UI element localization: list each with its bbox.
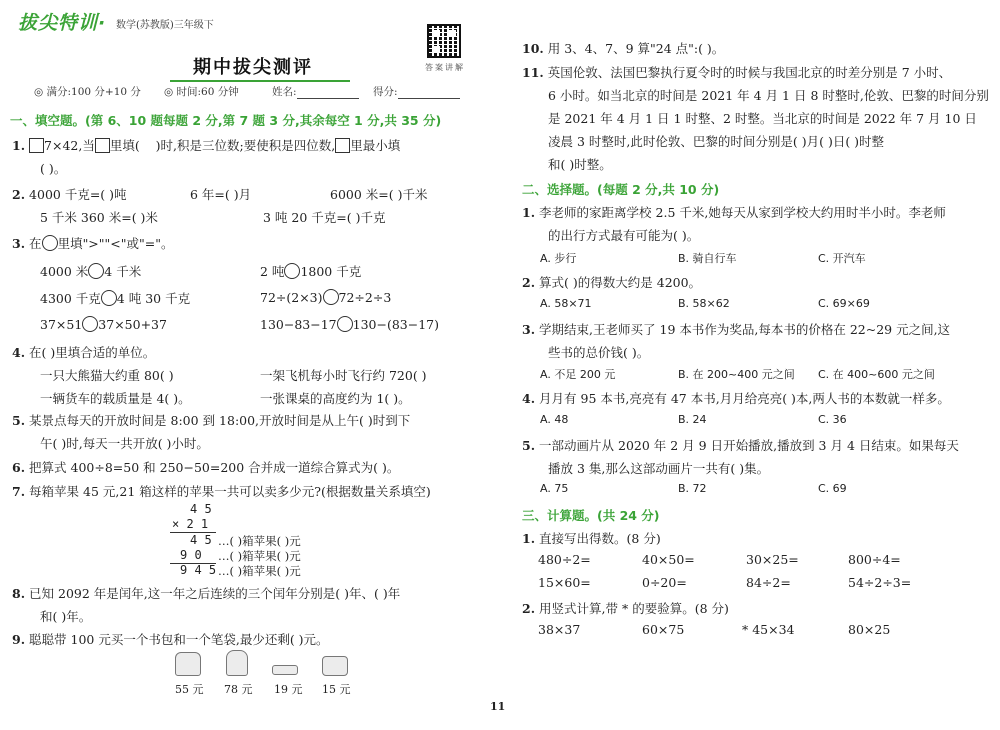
q5-line1: 5. 某景点每天的开放时间是 8:00 到 18:00,开放时间是从上午( )时到下 <box>12 413 411 428</box>
s3-calc-r2-4: 54÷2÷3= <box>848 575 912 590</box>
backpack-icon <box>175 652 201 676</box>
q10-line: 10. 用 3、4、7、9 算"24 点":( )。 <box>522 41 725 56</box>
s3-calc-r2-1: 15×60= <box>538 575 591 590</box>
time-limit: ◎ 时间:60 分钟 <box>164 86 239 98</box>
compare-circle <box>42 235 58 251</box>
q7-v2: × 2 1 <box>172 517 209 531</box>
qr-code-icon[interactable] <box>427 24 461 58</box>
q7-line: 7. 每箱苹果 45 元,21 箱这样的苹果一共可以卖多少元?(根据数量关系填空) <box>12 484 431 499</box>
s2-q1-opt-a[interactable]: A. 步行 <box>540 252 577 265</box>
compare-circle[interactable] <box>337 316 353 332</box>
s2-q2-line1: 2. 算式( )的得数大约是 4200。 <box>522 275 702 290</box>
title-underline <box>170 80 350 82</box>
s3-calc-r1-4: 800÷4= <box>848 552 901 567</box>
blank-box[interactable] <box>29 138 44 153</box>
s3-q1-line: 1. 直接写出得数。(8 分) <box>522 531 661 546</box>
q9-price-2: 78 元 <box>224 683 253 696</box>
s3-calc-r1-1: 480÷2= <box>538 552 591 567</box>
s2-q5-line1: 5. 一部动画片从 2020 年 2 月 9 日开始播放,播放到 3 月 4 日结束。如果每天 <box>522 438 959 453</box>
s2-q1-line1: 1. 李老师的家距离学校 2.5 千米,她每天从家到学校大约用时半小时。李老师 <box>522 205 946 220</box>
score-field[interactable]: 得分: <box>373 84 460 99</box>
school-bag-icon <box>226 650 248 676</box>
page-title: 期中拔尖测评 <box>193 57 313 78</box>
q6-line: 6. 把算式 400÷8=50 和 250−50=200 合并成一道综合算式为( )。 <box>12 460 400 475</box>
q7-f4: …( )箱苹果( )元 <box>218 549 301 563</box>
q4-intro: 4. 在( )里填合适的单位。 <box>12 345 156 360</box>
q9-price-3: 19 元 <box>274 683 303 696</box>
q7-v1: 4 5 <box>190 502 212 516</box>
page-number: 11 <box>490 700 506 713</box>
q7-f3: …( )箱苹果( )元 <box>218 534 301 548</box>
q4-b: 一架飞机每小时飞行约 720( ) <box>260 368 427 383</box>
q2-item-d: 5 千米 360 米=( )米 <box>40 210 158 225</box>
q5-line2: 午( )时,每天一共开放( )小时。 <box>40 436 209 451</box>
q11-line4: 凌晨 3 时整时,此时伦敦、巴黎的时间分别是( )月( )日( )时整 <box>548 134 885 149</box>
s2-q4-opt-a[interactable]: A. 48 <box>540 413 569 426</box>
s2-q3-line1: 3. 学期结束,王老师买了 19 本书作为奖品,每本书的价格在 22~29 元之间,这 <box>522 322 951 337</box>
q1-line2: ( )。 <box>40 161 67 176</box>
compare-circle[interactable] <box>101 290 117 306</box>
s2-q5-opt-c[interactable]: C. 69 <box>818 482 847 495</box>
brand-logo: 拔尖特训· <box>18 12 107 34</box>
blank-box[interactable] <box>95 138 110 153</box>
s2-q5-opt-b[interactable]: B. 72 <box>678 482 707 495</box>
s2-q3-opt-b[interactable]: B. 在 200~400 元之间 <box>678 368 795 381</box>
blank-box[interactable] <box>335 138 350 153</box>
q1-line1: 1. 7×42,当 里填( )时,积是三位数;要使积是四位数, 里最小填 <box>12 138 401 153</box>
q9-price-1: 55 元 <box>175 683 204 696</box>
s2-q2-opt-c[interactable]: C. 69×69 <box>818 297 870 310</box>
q8-line2: 和( )年。 <box>40 609 92 624</box>
s2-q1-opt-c[interactable]: C. 开汽车 <box>818 252 866 265</box>
q8-line1: 8. 已知 2092 年是闰年,这一年之后连续的三个闰年分别是( )年、( )年 <box>12 586 401 601</box>
q7-v3: 4 5 <box>190 533 212 547</box>
s3-calc-r2-3: 84÷2= <box>746 575 791 590</box>
q2-item-b: 6 年=( )月 <box>190 187 252 202</box>
s2-q5-opt-a[interactable]: A. 75 <box>540 482 569 495</box>
s2-q3-line2: 些书的总价钱( )。 <box>548 345 650 360</box>
qr-label: 答案讲解 <box>425 63 465 72</box>
q9-line: 9. 聪聪带 100 元买一个书包和一个笔袋,最少还剩( )元。 <box>12 632 329 647</box>
s2-q3-opt-c[interactable]: C. 在 400~600 元之间 <box>818 368 935 381</box>
section3-heading: 三、计算题。(共 24 分) <box>522 508 660 523</box>
section2-heading: 二、选择题。(每题 2 分,共 10 分) <box>522 182 720 197</box>
full-score: ◎ 满分:100 分+10 分 <box>34 86 141 98</box>
q3-r3a: 37×51 37×50+37 <box>40 317 167 332</box>
s2-q1-opt-b[interactable]: B. 骑自行车 <box>678 252 737 265</box>
q7-f5: …( )箱苹果( )元 <box>218 564 301 578</box>
q2-item-c: 6000 米=( )千米 <box>330 187 428 202</box>
s2-q5-line2: 播放 3 集,那么这部动画片一共有( )集。 <box>548 461 770 476</box>
compare-circle[interactable] <box>82 316 98 332</box>
name-field[interactable]: 姓名: <box>272 84 359 99</box>
q4-c: 一辆货车的载质量是 4( )。 <box>40 391 191 406</box>
q11-line2: 6 小时。如当北京的时间是 2021 年 4 月 1 日 8 时整时,伦敦、巴黎的时间分别 <box>548 88 989 103</box>
q3-r1a: 4000 米 4 千米 <box>40 264 142 279</box>
q3-r1b: 2 吨 1800 千克 <box>260 264 362 279</box>
q4-d: 一张课桌的高度约为 1( )。 <box>260 391 411 406</box>
q2-item-e: 3 吨 20 千克=( )千克 <box>263 210 386 225</box>
s3-calc-r1-3: 30×25= <box>746 552 799 567</box>
pencil-box-icon <box>322 656 348 676</box>
s3-q2-line: 2. 用竖式计算,带 * 的要验算。(8 分) <box>522 601 729 616</box>
compare-circle[interactable] <box>284 263 300 279</box>
s2-q1-line2: 的出行方式最有可能为( )。 <box>548 228 700 243</box>
s2-q4-opt-c[interactable]: C. 36 <box>818 413 847 426</box>
pencil-case-icon <box>272 665 298 675</box>
q2-line1: 2. 4000 千克=( )吨 <box>12 187 127 202</box>
s2-q2-opt-a[interactable]: A. 58×71 <box>540 297 592 310</box>
s2-q2-opt-b[interactable]: B. 58×62 <box>678 297 730 310</box>
q9-price-4: 15 元 <box>322 683 351 696</box>
q7-v4: 9 0 <box>180 548 202 562</box>
q11-line3: 是 2021 年 4 月 1 日 1 时整、2 时整。当北京的时间是 2022 年 7 月 10 日 <box>548 111 977 126</box>
q3-r2b: 72÷(2×3) 72÷2÷3 <box>260 290 392 305</box>
q3-intro: 3. 在 里填">""<"或"="。 <box>12 236 174 251</box>
section1-heading: 一、填空题。(第 6、10 题每题 2 分,第 7 题 3 分,其余每空 1 分,共 35 分) <box>10 113 442 128</box>
compare-circle[interactable] <box>88 263 104 279</box>
s3-vert-2: 60×75 <box>642 622 685 637</box>
q3-r3b: 130−83−17 130−(83−17) <box>260 317 439 332</box>
s3-vert-1: 38×37 <box>538 622 581 637</box>
q3-r2a: 4300 千克 4 吨 30 千克 <box>40 291 191 306</box>
q7-v5: 9 4 5 <box>180 563 217 577</box>
q11-line5: 和( )时整。 <box>548 157 612 172</box>
s3-calc-r1-2: 40×50= <box>642 552 695 567</box>
s2-q3-opt-a[interactable]: A. 不足 200 元 <box>540 368 616 381</box>
compare-circle[interactable] <box>323 289 339 305</box>
subject-label: 数学(苏教版)三年级下 <box>116 20 214 31</box>
s2-q4-line1: 4. 月月有 95 本书,亮亮有 47 本书,月月给亮亮( )本,两人书的本数就一样多。 <box>522 391 950 406</box>
s3-calc-r2-2: 0÷20= <box>642 575 687 590</box>
s3-vert-4: 80×25 <box>848 622 891 637</box>
q4-a: 一只大熊猫大约重 80( ) <box>40 368 174 383</box>
q11-line1: 11. 英国伦敦、法国巴黎执行夏令时的时候与我国北京的时差分别是 7 小时、 <box>522 65 952 80</box>
s3-vert-3: * 45×34 <box>742 622 795 637</box>
s2-q4-opt-b[interactable]: B. 24 <box>678 413 707 426</box>
